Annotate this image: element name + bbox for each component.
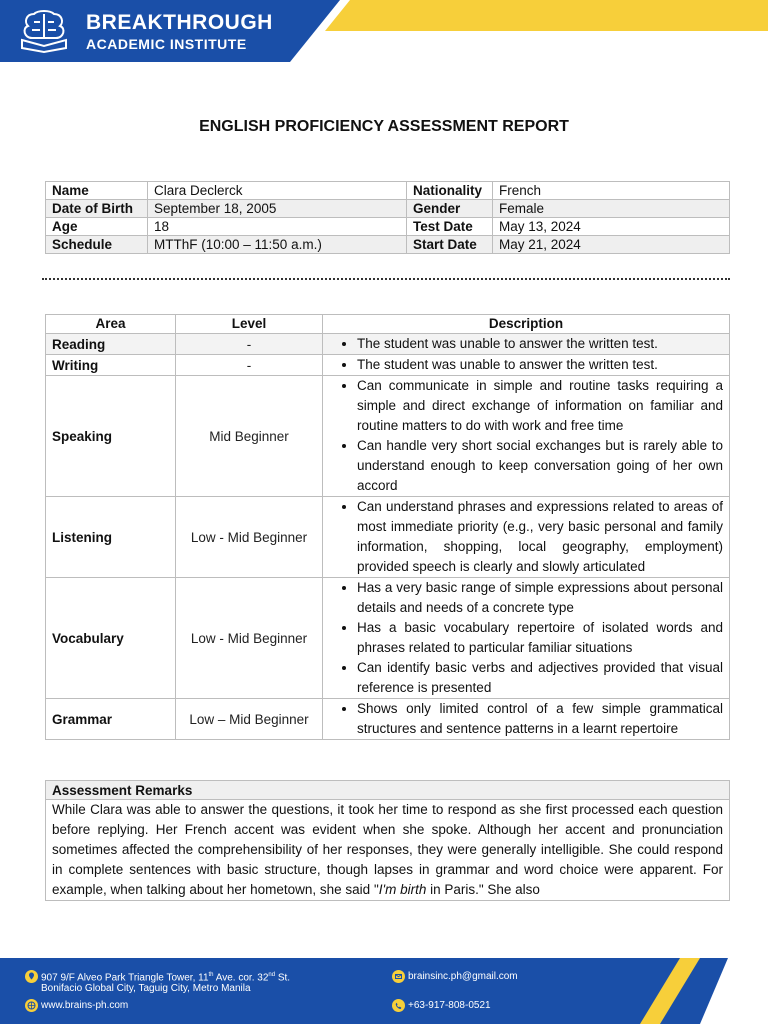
address-sup2: nd xyxy=(268,972,276,978)
phone-icon xyxy=(392,999,405,1012)
name-label: Name xyxy=(46,182,148,200)
description-item: • Can handle very short social exchanges but is rarely able to understand enough to keep conversation going of her own accord xyxy=(357,436,723,496)
address-line2: Bonifacio Global City, Taguig City, Metro Manila xyxy=(41,983,251,995)
description-item: • Shows only limited control of a few simple grammatical structures and sentence patterns in a learnt repertoire xyxy=(357,699,723,739)
area-vocabulary: Vocabulary xyxy=(46,578,176,699)
table-row xyxy=(46,699,730,740)
globe-icon xyxy=(25,999,38,1012)
student-info-table xyxy=(45,181,730,254)
footer-website[interactable]: www.brains-ph.com xyxy=(41,1000,129,1011)
assessment-table xyxy=(45,314,730,740)
area-speaking: Speaking xyxy=(46,376,176,497)
remarks-table xyxy=(45,780,730,901)
col-header-area: Area xyxy=(46,315,176,334)
footer-email[interactable]: brainsinc.ph@gmail.com xyxy=(408,971,518,982)
footer-phone[interactable]: +63-917-808-0521 xyxy=(408,1000,491,1011)
col-header-level: Level xyxy=(176,315,323,334)
test-date-label: Test Date xyxy=(407,218,493,236)
level-grammar: Low – Mid Beginner xyxy=(176,699,323,740)
col-header-description: Description xyxy=(323,315,730,334)
start-date-value: May 21, 2024 xyxy=(493,236,730,254)
age-value: 18 xyxy=(148,218,407,236)
description-item: • The student was unable to answer the written test. xyxy=(357,355,723,375)
table-row xyxy=(46,334,730,355)
area-grammar: Grammar xyxy=(46,699,176,740)
remarks-title: Assessment Remarks xyxy=(46,781,730,800)
email-icon xyxy=(392,970,405,983)
report-title: ENGLISH PROFICIENCY ASSESSMENT REPORT xyxy=(199,118,569,135)
table-row xyxy=(46,376,730,497)
nationality-value: French xyxy=(493,182,730,200)
level-writing: - xyxy=(176,355,323,376)
address-sup1: th xyxy=(208,972,214,978)
gender-value: Female xyxy=(493,200,730,218)
address-line1a: 907 9/F Alveo Park Triangle Tower, 11 xyxy=(41,972,209,984)
remarks-quote: I'm birth xyxy=(378,882,427,897)
table-row xyxy=(46,497,730,578)
brain-book-logo-icon xyxy=(16,8,72,54)
area-reading: Reading xyxy=(46,334,176,355)
address-line1b: Ave. cor. 32 xyxy=(213,972,269,984)
area-listening: Listening xyxy=(46,497,176,578)
schedule-label: Schedule xyxy=(46,236,148,254)
description-item: • The student was unable to answer the written test. xyxy=(357,334,723,354)
dob-value: September 18, 2005 xyxy=(148,200,407,218)
gender-label: Gender xyxy=(407,200,493,218)
schedule-value: MTThF (10:00 – 11:50 a.m.) xyxy=(148,236,407,254)
dotted-divider xyxy=(42,278,730,280)
level-reading: - xyxy=(176,334,323,355)
footer-address xyxy=(41,970,290,994)
test-date-value: May 13, 2024 xyxy=(493,218,730,236)
location-pin-icon xyxy=(25,970,38,983)
brand-subtitle: ACADEMIC INSTITUTE xyxy=(86,36,247,52)
remarks-body xyxy=(46,800,730,901)
description-item: • Can identify basic verbs and adjectives provided that visual reference is presented xyxy=(357,658,723,698)
area-writing: Writing xyxy=(46,355,176,376)
description-item: • Can understand phrases and expressions related to areas of most immediate priority (e.g., very basic personal and family information, shopping, local geography, employment) provided speech is clearly and slowly articulated xyxy=(357,497,723,577)
address-line1c: St. xyxy=(275,972,291,984)
nationality-label: Nationality xyxy=(407,182,493,200)
name-value: Clara Declerck xyxy=(148,182,407,200)
start-date-label: Start Date xyxy=(407,236,493,254)
table-row xyxy=(46,355,730,376)
dob-label: Date of Birth xyxy=(46,200,148,218)
description-item: • Can communicate in simple and routine tasks requiring a simple and direct exchange of information on familiar and routine matters to do with work and free time xyxy=(357,376,723,436)
age-label: Age xyxy=(46,218,148,236)
header-yellow-band xyxy=(325,0,768,31)
description-item: • Has a basic vocabulary repertoire of isolated words and phrases related to particular familiar situations xyxy=(357,618,723,658)
level-listening: Low - Mid Beginner xyxy=(176,497,323,578)
brand-name: BREAKTHROUGH xyxy=(86,11,273,34)
level-speaking: Mid Beginner xyxy=(176,376,323,497)
description-item: • Has a very basic range of simple expressions about personal details and needs of a concrete type xyxy=(357,578,723,618)
table-row xyxy=(46,578,730,699)
level-vocabulary: Low - Mid Beginner xyxy=(176,578,323,699)
remarks-text: While Clara was able to answer the questions, it took her time to respond as she first processed each question before replying. Her French accent was evident when she spoke. Although her accent and pronunciation sometimes affected the comprehensibility of her responses, they were generally intelligible. She could respond in complete sentences with basic structure, though lapses in grammar and word choice were apparent. For example, when talking about her hometown, she said " xyxy=(52,802,723,897)
remarks-text-end: in Paris." She also xyxy=(426,882,540,897)
